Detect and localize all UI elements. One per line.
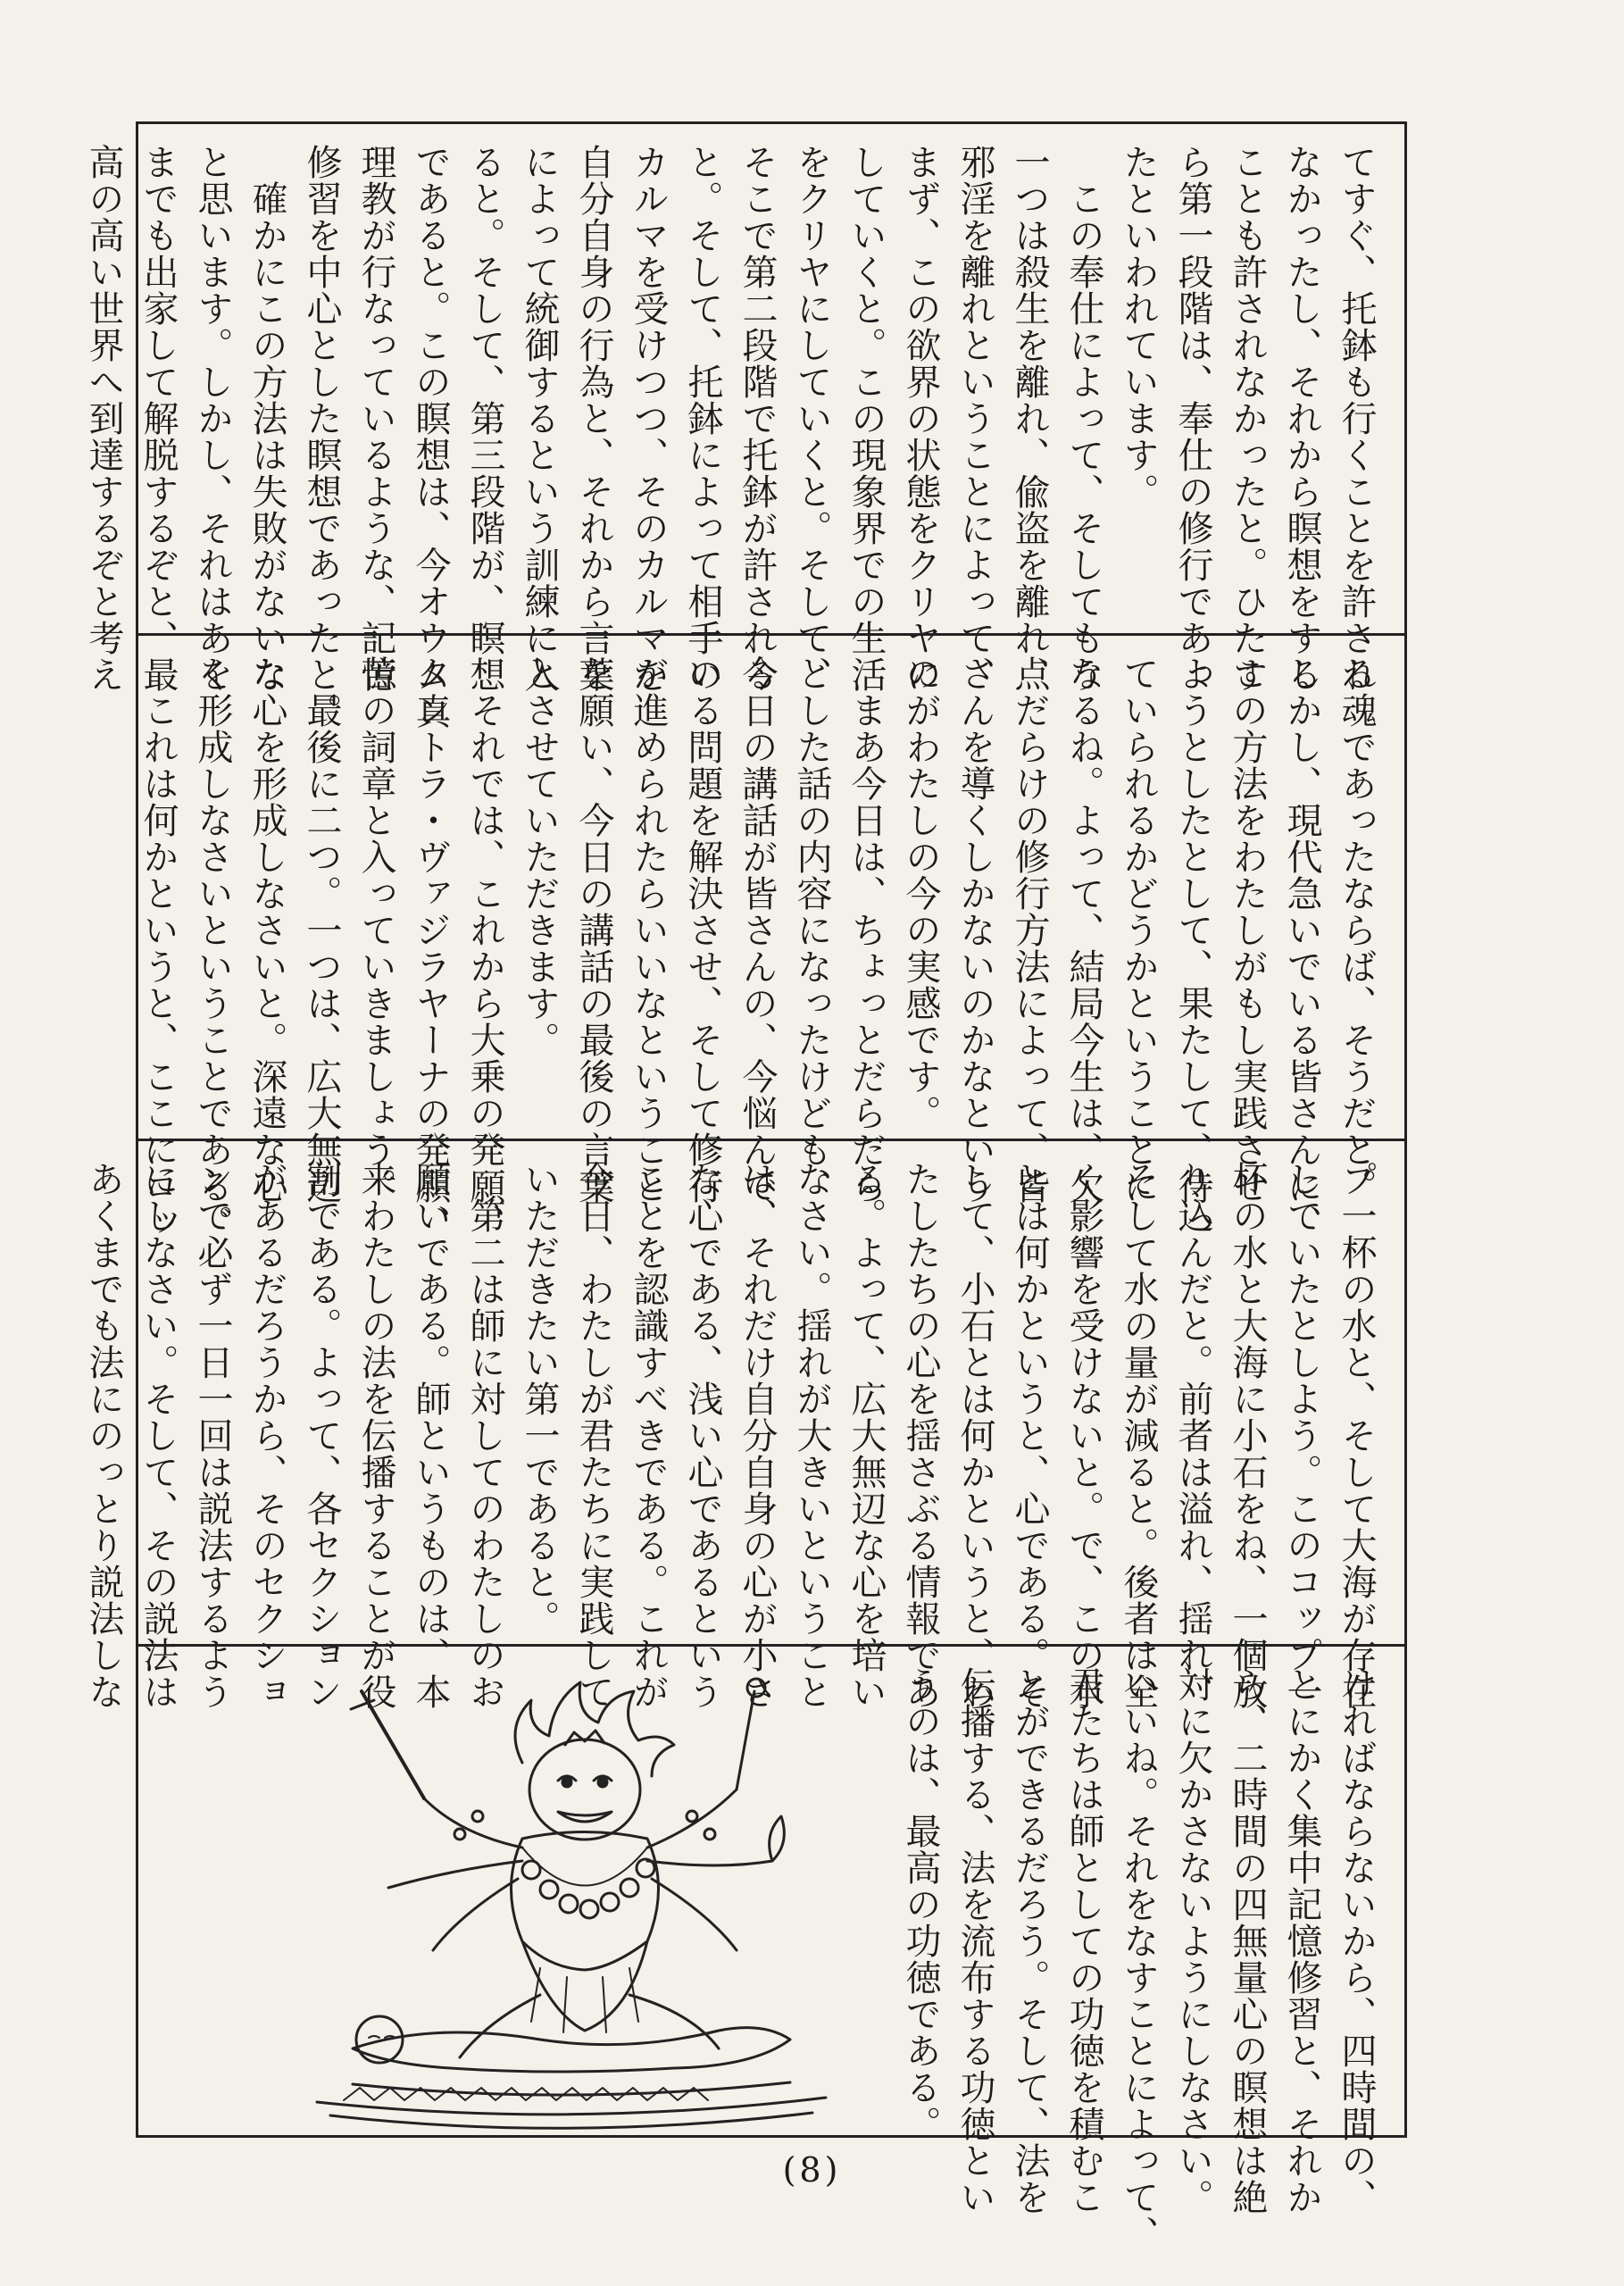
text-line: カルマを受けつつ、そのカルマを [628,144,669,693]
text-line: いいね。それをなすことによって、 [1118,1666,1159,2252]
text-line: いただきたい第一であると。 [519,1161,560,1637]
text-line: ていられるかどうかということに [1118,655,1159,1205]
text-line: まず、この欲界の状態をクリヤに [900,144,941,693]
page-frame [83,121,1407,2252]
text-line: ことも許されなかったと。ひたす [1227,144,1268,693]
text-line: しかし、現代急いでいる皆さんに、 [1281,655,1322,1241]
text-line: 最後に二つ。一つは、広大無辺 [301,655,342,1205]
text-line: 割である。よって、各セクション [301,1161,342,1710]
text-line: まあ今日は、ちょっとだらだら [845,655,887,1205]
text-line: 高の高い世界へ到達するぞと考え [83,144,124,693]
text-line: ると。そして、第三段階が、瞑想 [464,144,505,693]
text-line: ら、二時間の四無量心の瞑想は絶 [1227,1666,1268,2215]
text-line: ようとしたとして、果たして、待っ [1172,655,1213,1241]
text-line: それでは、これから大乗の発願、 [464,655,505,1241]
text-section-4 [138,1644,1404,2252]
text-line: これは何かというと、ここにコッ [137,655,179,1241]
text-line: していくと。この現象界での生活 [845,144,887,693]
text-line: 第二は師に対してのわたしのお [464,1161,505,1710]
text-line: 来わたしの法を伝播することが役 [355,1161,396,1710]
text-line: とした話の内容になったけども、 [791,655,832,1205]
text-line: あくまでも法にのっとり説法しな [83,1161,124,1710]
text-line: なかったし、それから瞑想をする [1281,144,1322,693]
vertical-text-block [76,144,1383,730]
text-line: ければならないから、四時間の、 [1336,1666,1377,2215]
text-line: 杯の水と大海に小石をね、一個放 [1227,1161,1268,1710]
text-line: とができるだろう。そして、法を [1009,1666,1050,2215]
text-line: があるだろうから、そのセクショ [246,1161,287,1710]
text-line: ンで必ず一日一回は説法するよう [192,1161,233,1710]
text-line: までも出家して解脱するぞと、最 [137,144,179,693]
text-line: 対に欠かさないようにしなさい。 [1172,1666,1213,2215]
text-line: 今日の講話が皆さんの、今悩んで [737,655,778,1205]
text-line: なさい。揺れが大きいということ [791,1161,832,1710]
text-line: なるね。よって、結局今生は、欠 [1063,655,1104,1205]
text-line: く影響を受けないと。で、この水 [1063,1161,1104,1710]
vertical-text-block [893,1666,1383,2252]
text-line: り込んだと。前者は溢れ、揺れ、 [1172,1161,1213,1710]
text-line: な心を形成しなさいと。深遠な心 [246,655,287,1205]
text-line: 自分自身の行為と、それから言葉 [573,144,614,693]
text-line: そして水の量が減ると。後者は全 [1118,1161,1159,1710]
text-line: さんを導くしかないのかなという [954,655,995,1205]
text-line: たしたちの心を揺さぶる情報であ [900,1161,941,1710]
wrathful-deity-illustration-icon [254,1656,879,2133]
text-line: る。よって、広大無辺な心を培い [845,1161,887,1710]
text-line: 確かにこの方法は失敗がないな [246,144,287,693]
text-line: ことを認識すべきである。これが [628,1161,669,1710]
text-line: であると。この瞑想は、今オウム真 [410,144,451,730]
text-line: して、小石とは何かというと、わ [954,1161,995,1710]
text-line: 君たちは師としての功徳を積むこ [1063,1666,1104,2215]
text-section-1 [83,124,1404,730]
text-line: 点だらけの修行方法によって、皆 [1009,655,1050,1205]
text-section-2 [137,633,1404,1241]
text-line: たといわれています。 [1118,144,1159,510]
text-line: そこで第二段階で托鉢が許される [737,144,778,693]
text-line: 伝播する、法を流布する功徳とい [954,1666,995,2215]
text-line: る魂であったならば、そうだと。 [1336,655,1377,1205]
text-line: していたとしよう。このコップ一 [1281,1161,1322,1710]
text-line: この奉仕によって、そしてもう [1063,144,1104,693]
text-line: 理教が行なっているような、記憶 [355,144,396,693]
text-line: によって統御するという訓練に入 [519,144,560,693]
text-line: 邪淫を離れということによって、 [954,144,995,693]
text-line: を願い、今日の講話の最後の言葉 [573,655,614,1205]
text-line: を形成しなさいということである。 [192,655,233,1241]
text-line: が進められたらいいなということ [628,655,669,1205]
text-line: とは何かというと、心である。そ [1009,1161,1050,1710]
text-section-3 [83,1139,1404,1710]
text-line: タントラ・ヴァジラヤーナの発願、 [410,655,451,1241]
text-line: のがわたしの今の実感です。 [900,655,941,1131]
text-line: てすぐ、托鉢も行くことを許され [1336,144,1377,693]
vertical-text-block [76,1161,1383,1710]
text-line: この方法をわたしがもし実践させ [1227,655,1268,1205]
text-line: うのは、最高の功徳である。 [900,1666,941,2142]
text-line: と。そして、托鉢によって相手の [682,144,723,693]
text-line: 苦の詞章と入っていきましょう。 [355,655,396,1205]
page-number: (8) [782,2150,842,2190]
text-line: 今日、わたしが君たちに実践して [573,1161,614,1710]
text-line: と思います。しかし、それはあく [192,144,233,693]
text-line: 一つは殺生を離れ、偸盗を離れ、 [1009,144,1050,693]
text-line: 修習を中心とした瞑想であったと。 [301,144,342,730]
text-line: 願いである。師というものは、本 [410,1161,451,1710]
text-line: は、それだけ自分自身の心が小さ [737,1161,778,1710]
vertical-text-block [130,655,1383,1241]
text-line: いる問題を解決させ、そして修行 [682,655,723,1205]
text-line: にしなさい。そして、その説法は [137,1161,179,1710]
text-line: ら第一段階は、奉仕の修行であっ [1172,144,1213,693]
text-line: とにかく集中記憶修習と、それか [1281,1666,1322,2215]
text-line: な心である、浅い心であるという [682,1161,723,1710]
text-line: とさせていただきます。 [519,655,560,1058]
text-line: をクリヤにしていくと。そして、 [791,144,832,693]
text-line: プ一杯の水と、そして大海が存在 [1336,1161,1377,1710]
